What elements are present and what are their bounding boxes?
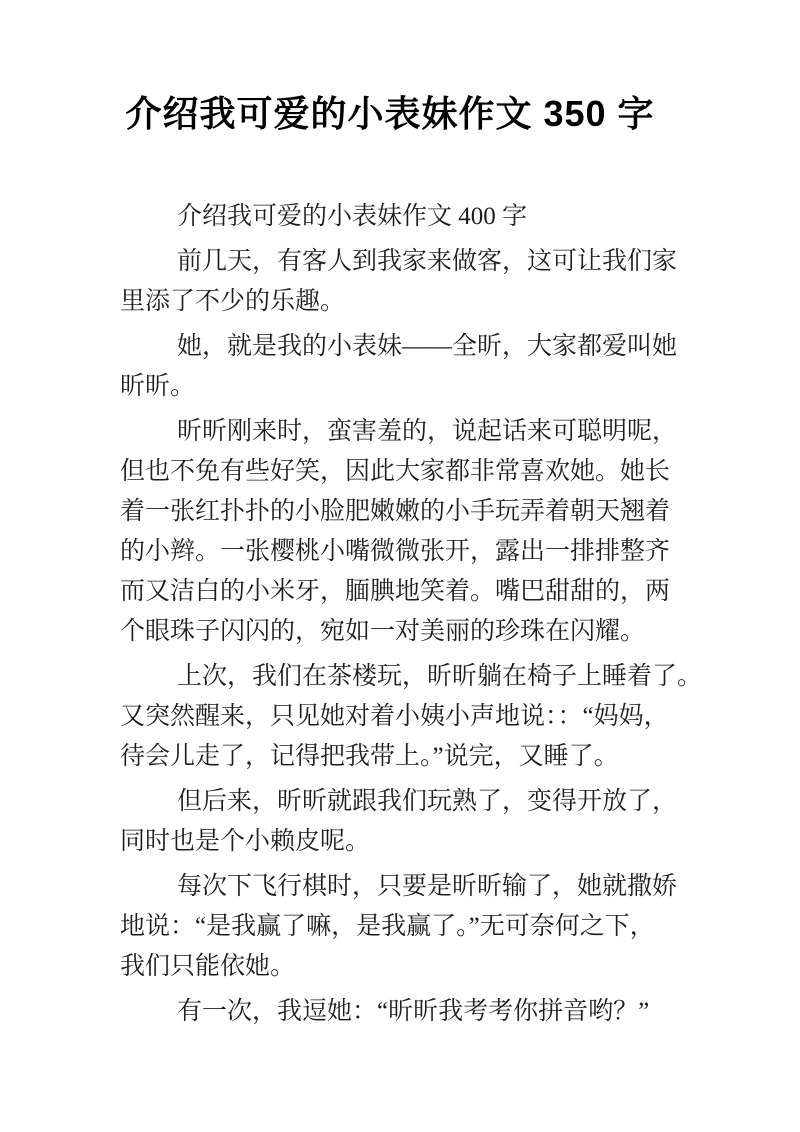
text-line: 上次，我们在茶楼玩，昕昕躺在椅子上睡着了。: [177, 663, 703, 690]
text-line: 有一次，我逗她：“昕昕我考考你拼音哟？”: [177, 998, 650, 1025]
paragraph: [120, 327, 705, 407]
paragraph: [120, 867, 705, 987]
text-line: 又突然醒来，只见她对着小姨小声地说：：“妈妈，: [120, 703, 669, 730]
paragraph: [120, 242, 705, 322]
page-title: 介绍我可爱的小表妹作文 350 字: [125, 93, 655, 134]
text-line: 我们只能依她。: [120, 953, 296, 980]
article-body: [120, 197, 705, 1037]
text-line: 同时也是个小赖皮呢。: [120, 828, 371, 855]
text-line: 个眼珠子闪闪的，宛如一对美丽的珍珠在闪耀。: [120, 618, 646, 645]
paragraph: [120, 197, 705, 237]
text-line: 而又洁白的小米牙，腼腆地笑着。嘴巴甜甜的，两: [120, 578, 671, 605]
paragraph: [120, 657, 705, 777]
text-line: 的小辫。一张樱桃小嘴微微张开，露出一排排整齐: [120, 538, 671, 565]
paragraph: [120, 782, 705, 862]
text-line: 她，就是我的小表妹——全昕，大家都爱叫她: [177, 333, 678, 360]
paragraph: [120, 412, 705, 652]
text-line: 但也不免有些好笑，因此大家都非常喜欢她。她长: [120, 458, 671, 485]
text-line: 每次下飞行棋时，只要是昕昕输了，她就撒娇: [177, 873, 678, 900]
text-line: 地说：“是我赢了嘛，是我赢了。”无可奈何之下，: [120, 913, 655, 940]
text-line: 里添了不少的乐趣。: [120, 288, 346, 315]
text-line: 前几天，有客人到我家来做客，这可让我们家: [177, 248, 678, 275]
text-line: 昕昕刚来时，蛮害羞的，说起话来可聪明呢，: [177, 418, 678, 445]
text-line: 昕昕。: [120, 373, 196, 400]
paragraph: [120, 992, 705, 1032]
text-line: 介绍我可爱的小表妹作文 400 字: [177, 203, 528, 230]
text-line: 但后来，昕昕就跟我们玩熟了，变得开放了，: [177, 788, 678, 815]
text-line: 着一张红扑扑的小脸肥嫩嫩的小手玩弄着朝天翘着: [120, 498, 671, 525]
text-line: 待会儿走了，记得把我带上。”说完，又睡了。: [120, 743, 619, 770]
